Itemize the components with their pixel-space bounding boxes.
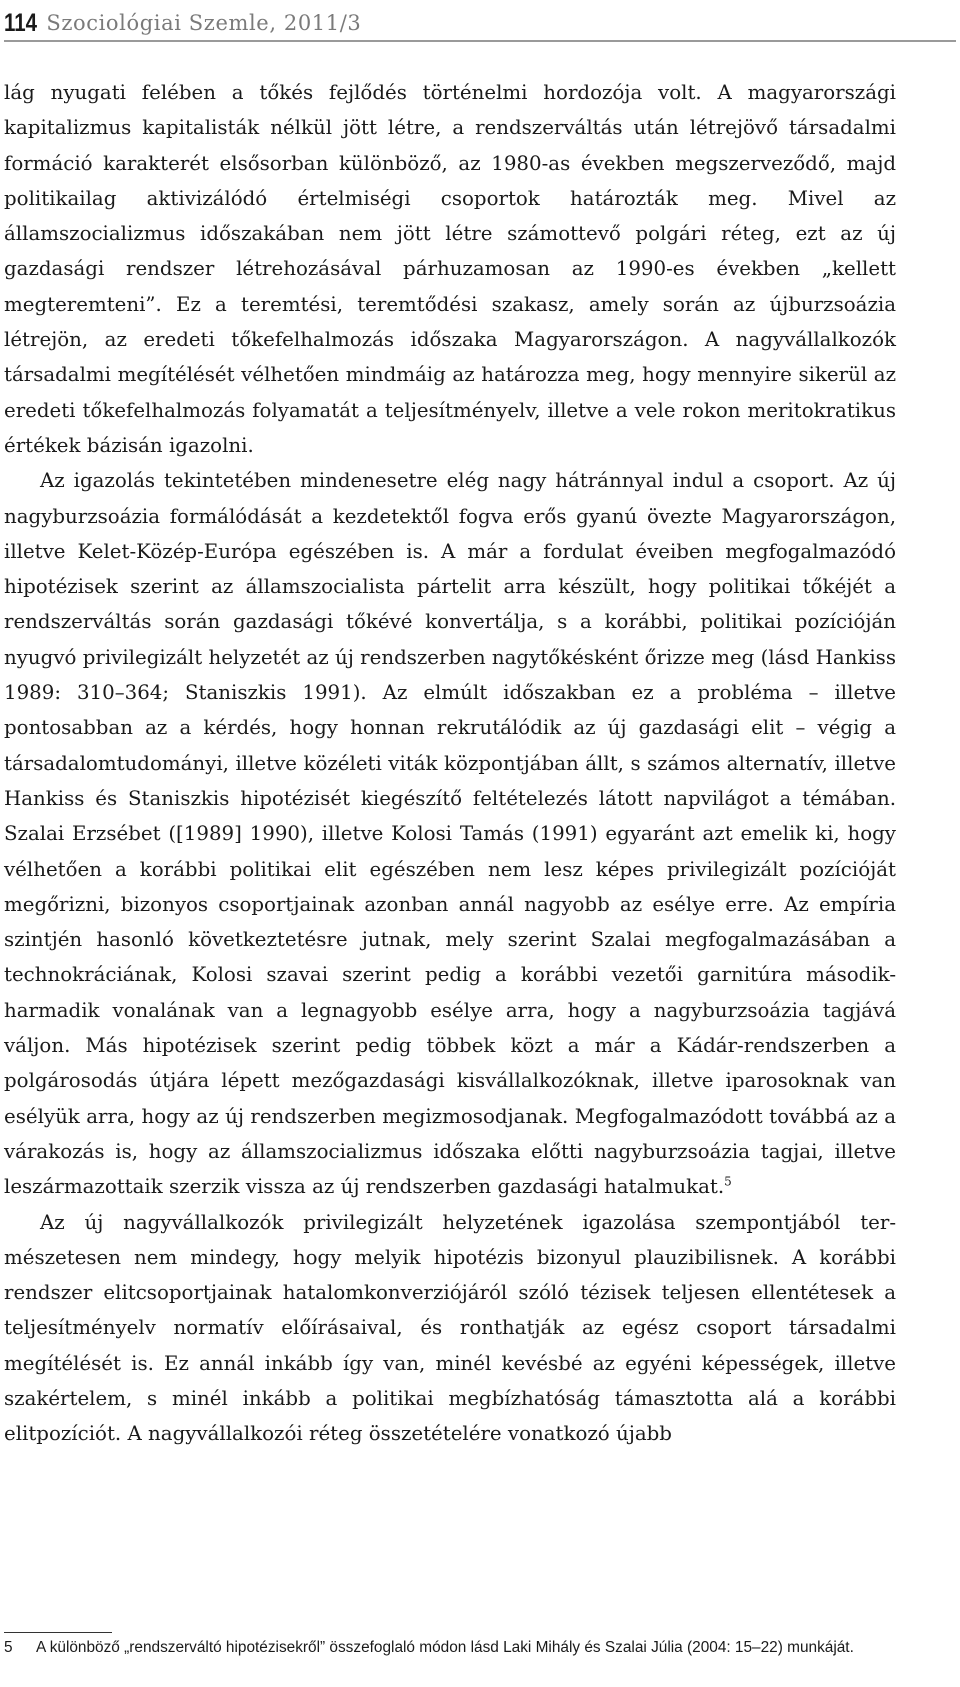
paragraph-1-text: lág nyugati felében a tőkés fejlődés történelmi hordozója volt. A magyarországi kapitalizmus kapitalisták nélkül jött létre, a rendszerváltás után létrejövő társadalmi formáció karakterét elsősorban különböző, az 1980-as években megszerveződő, majd politikailag aktivizálódó értelmiségi csoportok határozták meg. Mivel az államszocializmus időszakában nem jött létre számottevő polgári réteg, ezt az új gazdasági rendszer létrehozásával párhuzamosan az 1990-es években „kellett megteremteni”. Ez a teremtési, teremtődési szakasz, amely során az újburzsoázia létrejön, az eredeti tőkefelhalmozás időszaka Magyarországon. A nagyvállalkozók társadalmi megítélését vélhetően mindmáig az határozza meg, hogy mennyire sikerül az eredeti tőkefelhalmozás folyamatát a teljesítményelv, illetve a vele rokon meritokratikus értékek bázisán igazolni. [4,81,896,457]
footnote-number: 5 [4,1639,13,1656]
footnote-reference[interactable]: 5 [724,1174,732,1189]
paragraph-1 [4,75,896,463]
paragraph-2 [4,463,896,1204]
header-rule [4,40,956,42]
paragraph-3-text: Az új nagyvállalkozók privilegizált helyzetének igazolása szempontjából természetesen nem mindegy, hogy melyik hipotézis bizonyul plauzibilisnek. A korábbi rendszer elitcsoportjainak hatalomkonverziójáról szóló tézisek teljesen ellentétesek a teljesítményelv normatív előírásaival, és ronthatják az egész csoport társadalmi megítélését is. Ez annál inkább így van, minél kevésbé az egyéni képességek, illetve szakértelem, s minél inkább a politikai megbízhatóság támasztotta alá a korábbi elitpozíciót. A nagyvállalkozói réteg összetételére vonatkozó újabb [4,1210,896,1446]
paragraph-2-text: Az igazolás tekintetében mindenesetre elég nagy hátránnyal indul a csoport. Az új nagyburzsoázia formálódását a kezdetektől fogva erős gyanú övezte Magyarországon, illetve Kelet-Közép-Európa egészében is. A már a fordulat éveiben megfogalmazódó hipotézisek szerint az államszocialista pártelit arra készült, hogy politikai tőkéjét a rendszerváltás során gazdasági tőkévé konvertálja, s a korábbi, politikai pozícióján nyugvó privilegizált helyzetét az új rendszerben nagytőkésként őrizze meg (lásd Hankiss 1989: 310–364; Staniszkis 1991). Az elmúlt időszakban ez a probléma – illetve pontosabban az a kérdés, hogy honnan rekrutálódik az új gazdasági elit – végig a társadalomtudományi, illetve közéleti viták központjában állt, s számos alternatív, illetve Hankiss és Staniszkis hipotézisét kiegészítő feltételezés látott napvilágot a témában. Szalai Erzsébet ([1989] 1990), illetve Kolosi Tamás (1991) egyaránt azt emelik ki, hogy vélhetően a korábbi politikai elit egészében nem lesz képes privilegizált pozícióját megőrizni, bizonyos csoportjainak azonban annál nagyobb az esélye erre. Az empíria szintjén hasonló következtetésre jutnak, mely szerint Szalai megfogalmazásában a technokráciának, Kolosi szavai szerint pedig a korábbi vezetői garnitúra második-harmadik vonalának van a legnagyobb esélye arra, hogy a nagyburzsoázia tagjává váljon. Más hipotézisek szerint pedig többek közt a már a Kádár-rendszerben a polgárosodás útjára lépett mezőgazdasági kisvállalkozóknak, illetve iparosoknak van esélyük arra, hogy az új rendszerben megizmosodjanak. Megfogalmazódott továbbá az a várakozás is, hogy az államszocializmus időszaka előtti nagyburzsoázia tagjai, illetve leszármazottaik szerzik vissza az új rendszerben gazdasági hatalmukat. [4,469,896,1199]
running-header [4,0,956,38]
page-number: 114 [4,9,38,37]
footnote-divider [4,1632,112,1633]
body-text [4,75,896,1452]
journal-title: Szociológiai Szemle, 2011/3 [46,11,362,35]
footnote-text: A különböző „rendszerváltó hipotézisekről” összefoglaló módon lásd Laki Mihály és Szalai Júlia (2004: 15–22) munkáját. [36,1639,854,1656]
paragraph-3 [4,1205,896,1452]
footnote [4,1638,894,1658]
